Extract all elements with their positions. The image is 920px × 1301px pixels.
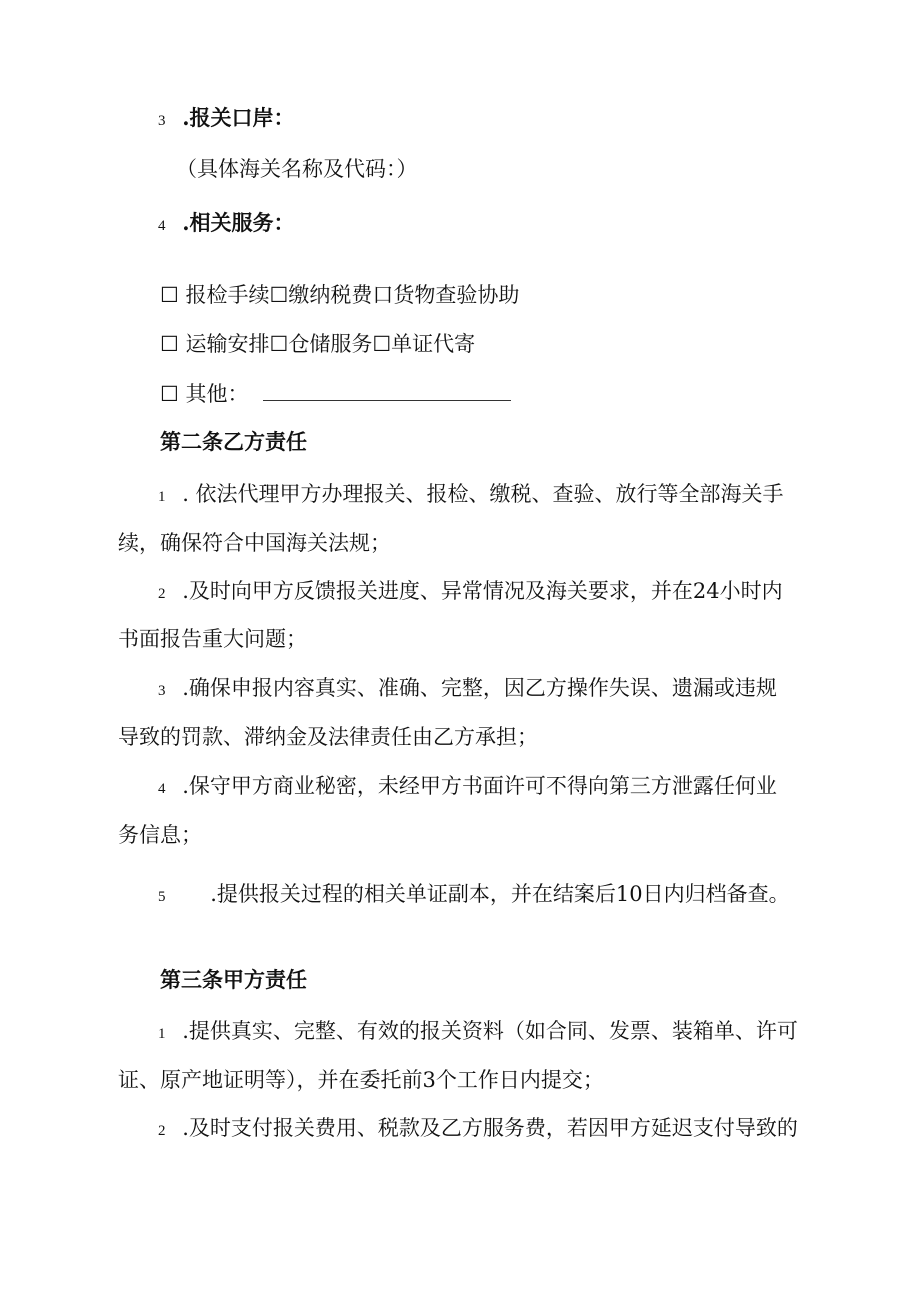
section-3-label: .报关口岸： [182, 105, 295, 130]
item-number: 1 [158, 489, 166, 505]
section-3-note: （具体海关名称及代码：） [176, 157, 418, 181]
item-text: .保守甲方商业秘密，未经甲方书面许可不得向第三方泄露任何业 [182, 774, 777, 798]
article-2-item-4-line-1 [158, 772, 777, 803]
services-row-1: ☐ 报检手续☐缴纳税费口货物查验协助 [160, 283, 520, 307]
section-4-title [158, 209, 295, 240]
item-text: .及时向甲方反馈报关进度、异常情况及海关要求，并在24小时内 [182, 579, 783, 603]
item-text: .及时支付报关费用、税款及乙方服务费，若因甲方延迟支付导致的 [182, 1116, 798, 1140]
article-2-item-3-line-1 [158, 674, 777, 705]
item-text: .提供真实、完整、有效的报关资料（如合同、发票、装箱单、许可 [182, 1019, 798, 1043]
article-2-item-2-line-2: 书面报告重大问题； [118, 627, 307, 651]
section-4-label: .相关服务： [182, 210, 295, 235]
item-text: .提供报关过程的相关单证副本，并在结案后10日内归档备查。 [210, 882, 790, 906]
article-2-item-2-line-1 [158, 577, 783, 608]
item-number: 2 [158, 1123, 166, 1139]
article-2-item-1-line-2: 续，确保符合中国海关法规； [118, 531, 391, 555]
other-blank-field [263, 378, 511, 401]
article-2-item-1-line-1 [158, 480, 784, 511]
item-number: 3 [158, 683, 166, 699]
article-2-heading: 第二条乙方责任 [160, 429, 307, 454]
article-3-heading: 第三条甲方责任 [160, 967, 307, 992]
other-label: ☐ 其他： [160, 382, 249, 406]
article-2-item-4-line-2: 务信息； [118, 823, 202, 847]
section-3-number: 3 [158, 113, 166, 129]
item-number: 5 [158, 889, 166, 905]
item-number: 1 [158, 1026, 166, 1042]
article-3-item-1-line-2: 证、原产地证明等），并在委托前3个工作日内提交； [118, 1068, 604, 1092]
section-3-title [158, 104, 295, 135]
item-text: .确保申报内容真实、准确、完整，因乙方操作失误、遗漏或违规 [182, 676, 777, 700]
item-text: . 依法代理甲方办理报关、报检、缴税、查验、放行等全部海关手 [182, 482, 784, 506]
section-4-number: 4 [158, 218, 166, 234]
article-2-item-5 [158, 880, 790, 911]
article-2-item-3-line-2: 导致的罚款、滞纳金及法律责任由乙方承担； [118, 725, 538, 749]
services-row-other [160, 378, 511, 408]
item-number: 4 [158, 781, 166, 797]
article-3-item-2-line-1 [158, 1114, 798, 1145]
services-row-2: ☐ 运输安排☐仓储服务☐单证代寄 [160, 332, 476, 356]
article-3-item-1-line-1 [158, 1017, 798, 1048]
item-number: 2 [158, 586, 166, 602]
